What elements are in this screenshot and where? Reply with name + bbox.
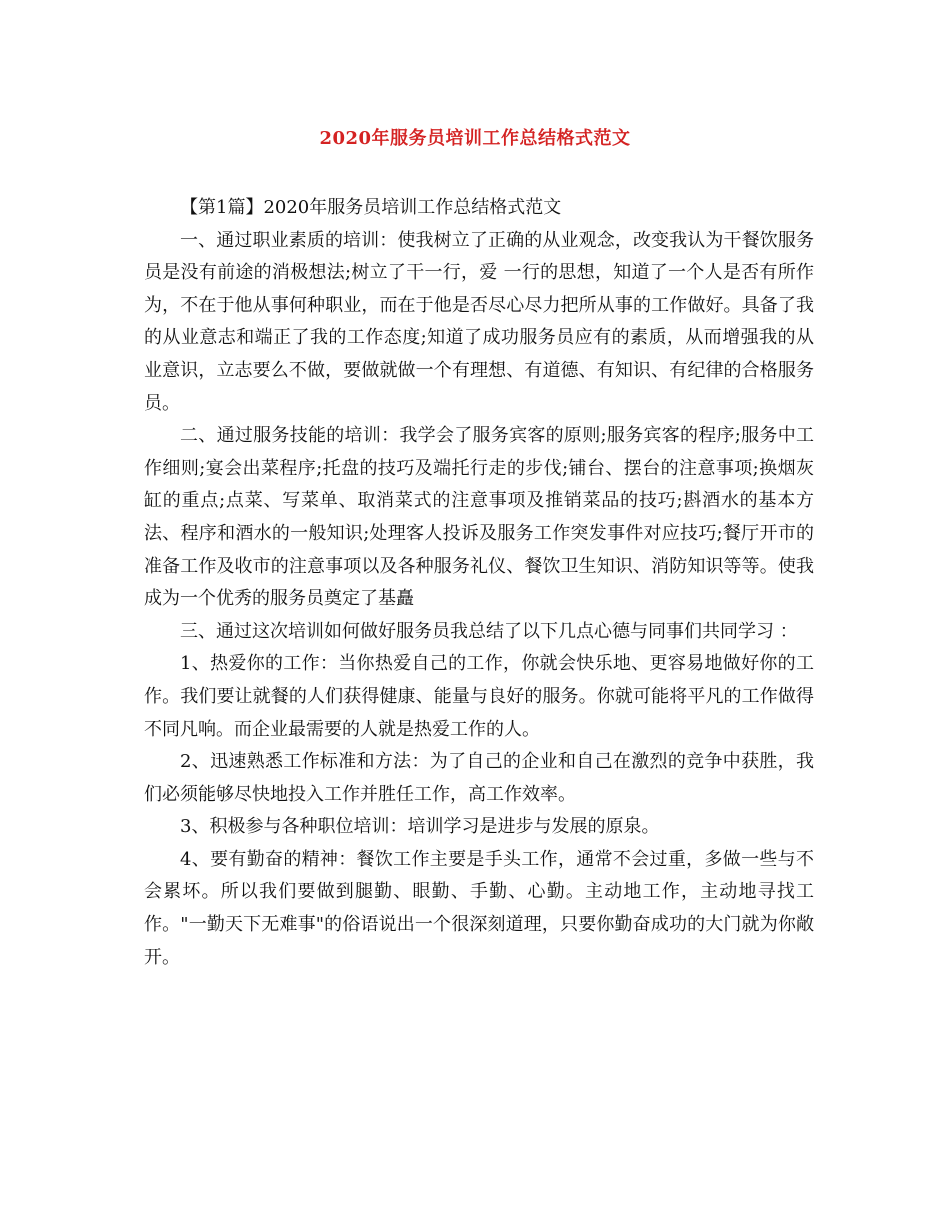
paragraph-item-1: 1、热爱你的工作：当你热爱自己的工作，你就会快乐地、更容易地做好你的工作。我们要让就餐的人们获得健康、能量与良好的服务。你就可能将平凡的工作做得不同凡响。而企业最需要的人就是热爱工作的人。 xyxy=(144,653,814,740)
paragraph-item-4: 4、要有勤奋的精神：餐饮工作主要是手头工作，通常不会过重，多做一些与不会累坏。所以我们要做到腿勤、眼勤、手勤、心勤。主动地工作，主动地寻找工作。"一勤天下无难事"的俗语说出一个很深刻道理，只要你勤奋成功的大门就为你敞开。 xyxy=(144,848,814,968)
document-title: 2020年服务员培训工作总结格式范文 xyxy=(319,128,631,149)
paragraph-heading: 【第1篇】2020年服务员培训工作总结格式范文 xyxy=(180,197,562,218)
paragraph-section-3: 三、通过这次培训如何做好服务员我总结了以下几点心德与同事们共同学习 ： xyxy=(180,620,798,642)
paragraph-section-1: 一、通过职业素质的培训：使我树立了正确的从业观念，改变我认为干餐饮服务员是没有前途的消极想法;树立了干一行，爱 一行的思想，知道了一个人是否有所作为，不在于他从事何种职业，而在于他是否尽心尽力把所从事的工作做好。具备了我的从业意志和端正了我的工作态度;知道了成功服务员应有的素质，从而增强我的从业意识，立志要么不做，要做就做一个有理想、有道德、有知识、有纪律的合格服务员。 xyxy=(144,229,814,414)
paragraph-item-2: 2、迅速熟悉工作标准和方法：为了自己的企业和自己在激烈的竞争中获胜，我们必须能够尽快地投入工作并胜任工作，高工作效率。 xyxy=(144,751,814,805)
paragraph-section-2: 二、通过服务技能的培训：我学会了服务宾客的原则;服务宾客的程序;服务中工作细则;宴会出菜程序;托盘的技巧及端托行走的步伐;铺台、摆台的注意事项;换烟灰缸的重点;点菜、写菜单、取消菜式的注意事项及推销菜品的技巧;斟酒水的基本方法、程序和酒水的一般知识;处理客人投诉及服务工作突发事件对应技巧;餐厅开市的准备工作及收市的注意事项以及各种服务礼仪、餐饮卫生知识、消防知识等等。使我成为一个优秀的服务员奠定了基矗 xyxy=(144,425,814,610)
document-body xyxy=(144,192,814,974)
paragraph-item-3: 3、积极参与各种职位培训：培训学习是进步与发展的原泉。 xyxy=(180,816,660,838)
